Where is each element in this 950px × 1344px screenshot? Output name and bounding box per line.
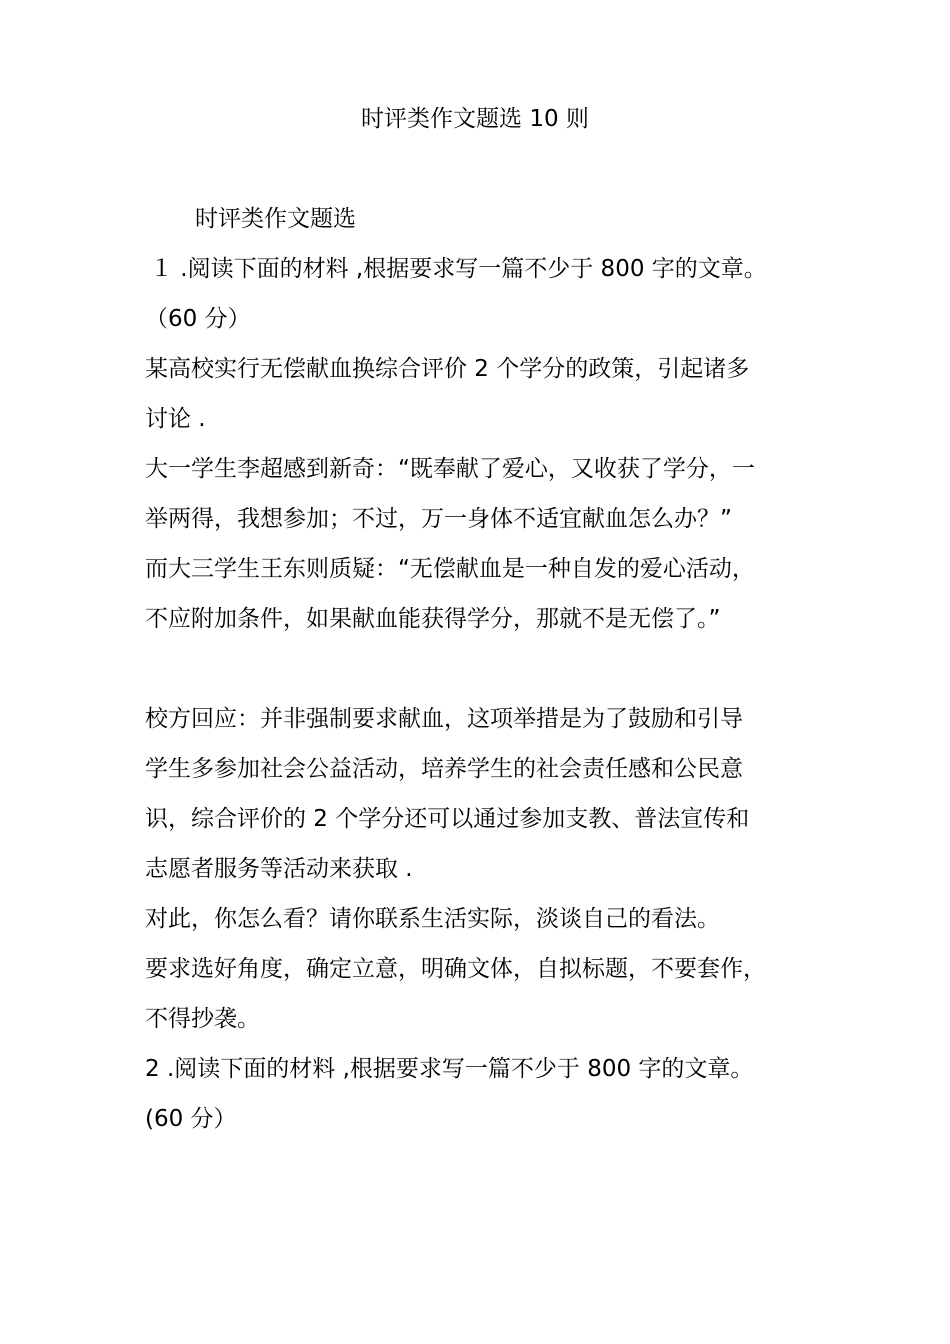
material-line: 而大三学生王东则质疑：“无偿献血是一种自发的爱心活动， xyxy=(145,556,755,582)
question-2-line: 2 .阅读下面的材料 ,根据要求写一篇不少于 800 字的文章。 xyxy=(145,1056,754,1082)
section-heading: 时评类作文题选 xyxy=(195,206,356,232)
material-line: 举两得，我想参加；不过，万一身体不适宜献血怎么办？” xyxy=(145,506,732,532)
material-line: 大一学生李超感到新奇：“既奉献了爱心，又收获了学分，一 xyxy=(145,456,755,482)
material-line: 学生多参加社会公益活动，培养学生的社会责任感和公民意 xyxy=(145,756,743,782)
material-line: 识，综合评价的 2 个学分还可以通过参加支教、普法宣传和 xyxy=(145,806,750,832)
question-1-line: １ .阅读下面的材料 ,根据要求写一篇不少于 800 字的文章。 xyxy=(150,256,767,282)
requirement-line: 要求选好角度，确定立意，明确文体，自拟标题，不要套作， xyxy=(145,956,766,982)
question-2-score: (60 分） xyxy=(145,1106,237,1132)
material-line: 不应附加条件，如果献血能获得学分，那就不是无偿了。” xyxy=(145,606,721,632)
material-line: 志愿者服务等活动来获取 . xyxy=(145,856,413,882)
prompt-line: 对此，你怎么看？请你联系生活实际，淡谈自己的看法。 xyxy=(145,906,720,932)
document-title: 时评类作文题选 10 则 xyxy=(361,106,589,132)
material-line: 某高校实行无偿献血换综合评价 2 个学分的政策，引起诸多 xyxy=(145,356,750,382)
material-line: 讨论 . xyxy=(145,406,206,432)
question-1-score: （60 分） xyxy=(145,306,251,332)
material-line: 校方回应：并非强制要求献血，这项举措是为了鼓励和引导 xyxy=(145,706,743,732)
requirement-line: 不得抄袭。 xyxy=(145,1006,260,1032)
